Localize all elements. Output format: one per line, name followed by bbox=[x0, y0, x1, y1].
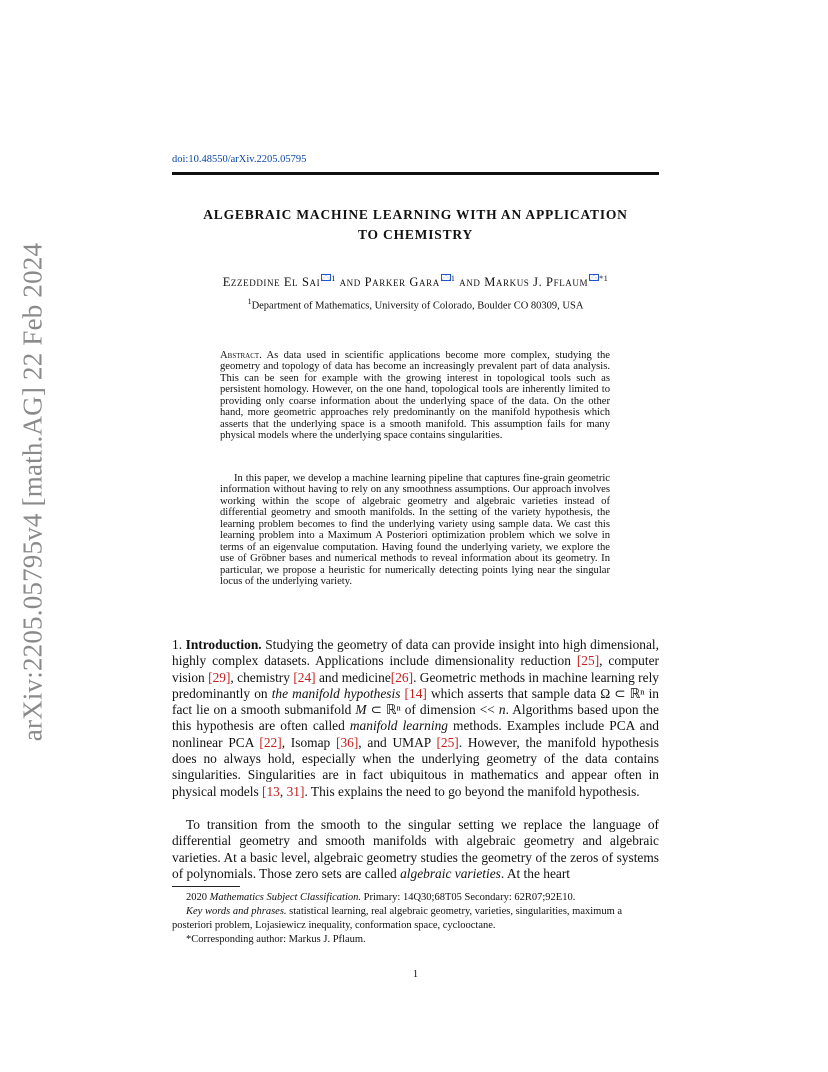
page-number: 1 bbox=[412, 969, 419, 980]
abstract-label: Abstract. bbox=[220, 350, 262, 361]
emphasis-text: manifold learning bbox=[349, 718, 448, 734]
abstract-paragraph-1 bbox=[220, 350, 610, 442]
body-text: , and UMAP bbox=[358, 734, 437, 750]
footnote-rule bbox=[172, 886, 240, 887]
citation-link[interactable]: [29] bbox=[208, 669, 231, 685]
body-text: , Isomap bbox=[281, 734, 336, 750]
email-icon[interactable] bbox=[441, 274, 451, 281]
affiliation-mark: 1 bbox=[450, 274, 456, 283]
author-name: Parker Gara bbox=[364, 275, 440, 290]
body-text: , bbox=[279, 783, 287, 799]
author-name: Markus J. Pflaum bbox=[484, 275, 589, 290]
paper-title-line-2: TO CHEMISTRY bbox=[357, 227, 474, 242]
email-icon[interactable] bbox=[589, 274, 599, 281]
math-symbol: M bbox=[355, 702, 367, 718]
section-heading: Introduction. bbox=[185, 637, 262, 652]
intro-paragraph-1 bbox=[172, 637, 659, 800]
body-text: ⊂ ℝⁿ of dimension << bbox=[366, 702, 499, 718]
citation-link[interactable]: [25] bbox=[436, 734, 459, 750]
citation-link[interactable]: [26] bbox=[390, 669, 414, 685]
body-text: and medicine bbox=[315, 669, 391, 685]
intro-paragraph-2 bbox=[172, 817, 659, 882]
abstract-text: In this paper, we develop a machine learning pipeline that captures fine-grain geometric information without having to rely on any smoothness assumptions. Our approach involves working within the scope of algebraic geometry and algebraic varieties instead of differential geometry and smooth manifolds. In the setting of the variety hypothesis, the learning problem becomes to find the underlying variety using sample data. We cast this learning problem into a Maximum A Posteriori optimization problem which we solve in terms of an eigenvalue computation. Having found the underlying variety, we explore the use of Gröbner bases and numerical methods to reveal information about its geometry. In particular, we propose a heuristic for numerically detecting points lying near the singular locus of the underlying variety. bbox=[220, 473, 610, 588]
footnote-label: Key words and phrases. bbox=[186, 906, 287, 917]
body-text: . This explains the need to go beyond the manifold hypothesis. bbox=[304, 783, 640, 799]
affiliation-mark: *1 bbox=[599, 274, 609, 283]
paper-title-line-1: ALGEBRAIC MACHINE LEARNING WITH AN APPLICATION bbox=[203, 207, 628, 222]
affiliation-text: Department of Mathematics, University of Colorado, Boulder CO 80309, USA bbox=[251, 300, 584, 312]
email-icon[interactable] bbox=[321, 274, 331, 281]
citation-link[interactable]: [22] bbox=[259, 734, 282, 750]
citation-link[interactable]: [14] bbox=[404, 685, 427, 701]
author-list bbox=[172, 274, 659, 290]
citation-link[interactable]: [25] bbox=[576, 653, 600, 669]
citation-link[interactable]: 31] bbox=[286, 783, 305, 799]
footnote-text: Primary: 14Q30;68T05 Secondary: 62R07;92E10. bbox=[360, 892, 576, 903]
emphasis-text: the manifold hypothesis bbox=[271, 685, 401, 701]
citation-link[interactable]: [36] bbox=[335, 734, 359, 750]
body-text: which asserts that sample data Ω ⊂ ℝⁿ in fact lie on a smooth submanifold bbox=[172, 685, 659, 718]
footnote-label: Mathematics Subject Classification. bbox=[209, 892, 361, 903]
footnote-text: 2020 bbox=[186, 892, 210, 903]
body-text: , computer vision bbox=[172, 653, 660, 685]
abstract-paragraph-2 bbox=[220, 473, 610, 588]
footnote-keywords bbox=[172, 905, 659, 932]
emphasis-text: algebraic varieties bbox=[400, 865, 501, 881]
body-text: , chemistry bbox=[230, 669, 294, 685]
footnote-corresponding-author bbox=[172, 933, 659, 947]
author-separator: and bbox=[335, 275, 365, 290]
body-text: . However, the manifold hypothesis does no always hold, especially when the underlying geometry of the data contains singularities. Singularities are in fact ubiquitous in mathematics and appear often in physical models bbox=[172, 734, 659, 799]
footnote-text: statistical learning, real algebraic geometry, varieties, singularities, maximum a posteriori problem, Lojasiewicz inequality, conformation space, cyclooctane. bbox=[172, 906, 623, 931]
footnote-text: *Corresponding author: Markus J. Pflaum. bbox=[186, 934, 366, 945]
body-text: . At the heart bbox=[500, 865, 571, 881]
section-number: 1. bbox=[172, 637, 186, 652]
doi-link[interactable]: doi:10.48550/arXiv.2205.05795 bbox=[172, 154, 307, 165]
math-symbol: n bbox=[498, 702, 506, 718]
affiliation-mark: 1 bbox=[247, 297, 252, 306]
body-text: . Algorithms based upon the this hypothesis are often called bbox=[172, 702, 659, 734]
arxiv-identifier: arXiv:2205.05795v4 [math.AG] 22 Feb 2024 bbox=[17, 242, 48, 742]
arxiv-sidebar-stamp bbox=[8, 242, 58, 742]
author-name: Ezzeddine El Sai bbox=[222, 275, 321, 290]
affiliation bbox=[172, 297, 659, 312]
header-rule bbox=[172, 172, 659, 175]
abstract-text: As data used in scientific applications become more complex, studying the geometry and topology of data has become an increasingly prevalent part of data analysis. This can be seen for example with the growing interest in topological tools such as persistent homology. However, on the one hand, topological tools are inherently limited to providing only coarse information about the underlying space of the data. On the other hand, more geometric approaches rely predominantly on the manifold hypothesis which asserts that the underlying space is a smooth manifold. This assumption fails for many physical models where the underlying space contains singularities. bbox=[220, 350, 610, 442]
author-separator: and bbox=[455, 275, 485, 290]
body-text: . Geometric methods in machine learning rely predominantly on bbox=[172, 669, 659, 701]
body-text: Studying the geometry of data can provide insight into high dimensional, highly complex datasets. Applications include dimensionality reduction bbox=[172, 637, 659, 669]
citation-link[interactable]: [24] bbox=[293, 669, 316, 685]
body-text: To transition from the smooth to the singular setting we replace the language of differential geometry and smooth manifolds with algebraic geometry and algebraic varieties. At a basic level, algebraic geometry studies the geometry of the zeros of systems of polynomials. Those zero sets are called bbox=[172, 817, 659, 881]
affiliation-mark: 1 bbox=[331, 274, 336, 283]
body-text: methods. Examples include PCA and nonlinear PCA bbox=[172, 718, 659, 750]
footnote-msc bbox=[172, 891, 659, 905]
citation-link[interactable]: [13 bbox=[262, 783, 280, 799]
